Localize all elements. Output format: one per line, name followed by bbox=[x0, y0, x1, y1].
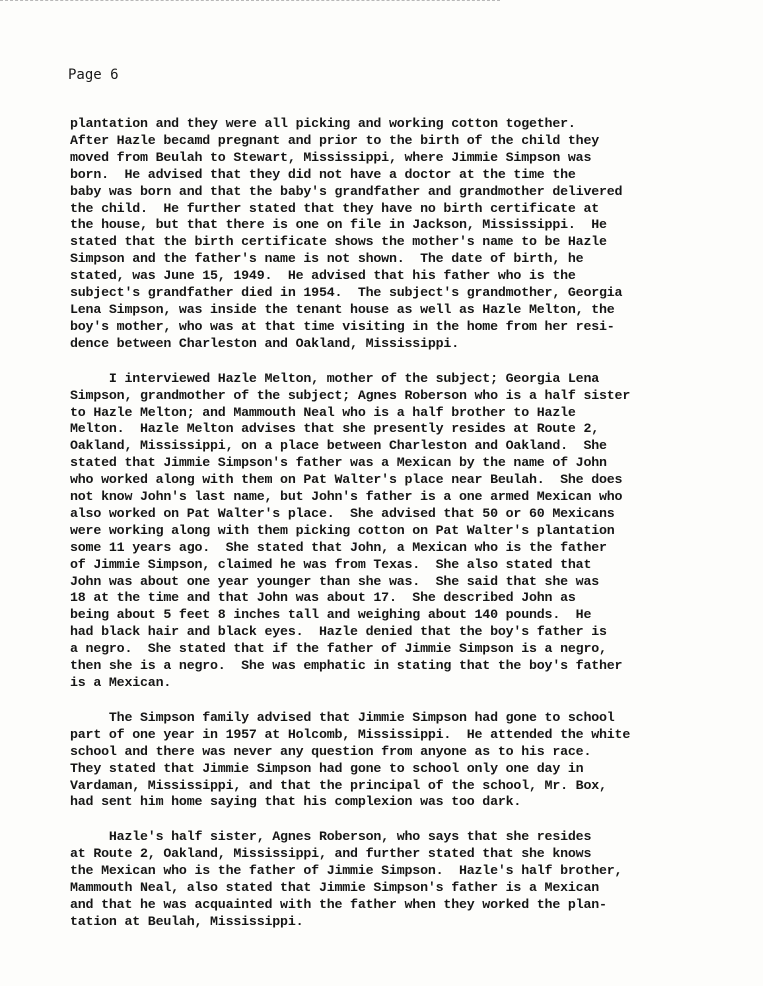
text-line: at Route 2, Oakland, Mississippi, and further stated that she knows bbox=[70, 846, 592, 862]
text-line: had black hair and black eyes. Hazle denied that the boy's father is bbox=[70, 624, 607, 640]
text-line: born. He advised that they did not have a doctor at the time the bbox=[70, 166, 576, 182]
text-line: of Jimmie Simpson, claimed he was from Texas. She also stated that bbox=[70, 556, 592, 572]
text-line: also worked on Pat Walter's place. She advised that 50 or 60 Mexicans bbox=[70, 505, 615, 521]
text-line: part of one year in 1957 at Holcomb, Mississippi. He attended the white bbox=[70, 726, 631, 742]
text-line: dence between Charleston and Oakland, Mississippi. bbox=[70, 335, 459, 351]
text-line: not know John's last name, but John's father is a one armed Mexican who bbox=[70, 489, 623, 505]
text-line: to Hazle Melton; and Mammouth Neal who is a half brother to Hazle bbox=[70, 404, 576, 420]
text-line: 18 at the time and that John was about 17. She described John as bbox=[70, 590, 576, 606]
text-line: Vardaman, Mississippi, and that the principal of the school, Mr. Box, bbox=[70, 777, 607, 793]
text-line: subject's grandfather died in 1954. The subject's grandmother, Georgia bbox=[70, 285, 623, 301]
text-line: a negro. She stated that if the father of Jimmie Simpson is a negro, bbox=[70, 641, 607, 657]
text-line: stated that Jimmie Simpson's father was a Mexican by the name of John bbox=[70, 455, 607, 471]
paragraph-1 bbox=[70, 116, 720, 353]
text-line: tation at Beulah, Mississippi. bbox=[70, 913, 304, 929]
text-line: stated, was June 15, 1949. He advised that his father who is the bbox=[70, 268, 576, 284]
text-line: Hazle's half sister, Agnes Roberson, who says that she resides bbox=[70, 829, 592, 845]
text-line: moved from Beulah to Stewart, Mississippi, where Jimmie Simpson was bbox=[70, 149, 592, 165]
text-line: who worked along with them on Pat Walter's place near Beulah. She does bbox=[70, 472, 623, 488]
text-line: then she is a negro. She was emphatic in stating that the boy's father bbox=[70, 658, 623, 674]
text-line: Simpson and the father's name is not shown. The date of birth, he bbox=[70, 251, 584, 267]
text-line: were working along with them picking cotton on Pat Walter's plantation bbox=[70, 522, 615, 538]
text-line: Mammouth Neal, also stated that Jimmie Simpson's father is a Mexican bbox=[70, 880, 600, 896]
text-line: baby was born and that the baby's grandfather and grandmother delivered bbox=[70, 183, 623, 199]
text-line: the Mexican who is the father of Jimmie Simpson. Hazle's half brother, bbox=[70, 863, 623, 879]
text-line: boy's mother, who was at that time visiting in the home from her resi- bbox=[70, 318, 615, 334]
text-line: John was about one year younger than she was. She said that she was bbox=[70, 573, 600, 589]
text-line: plantation and they were all picking and working cotton together. bbox=[70, 116, 576, 131]
text-line: is a Mexican. bbox=[70, 675, 172, 690]
text-line: Melton. Hazle Melton advises that she presently resides at Route 2, bbox=[70, 421, 600, 437]
paragraph-4 bbox=[70, 829, 720, 930]
page-top-edge bbox=[0, 0, 500, 1]
text-line: I interviewed Hazle Melton, mother of the subject; Georgia Lena bbox=[70, 370, 600, 386]
text-line: and that he was acquainted with the father when they worked the plan- bbox=[70, 896, 607, 912]
text-line: the house, but that there is one on file in Jackson, Mississippi. He bbox=[70, 217, 607, 233]
text-line: The Simpson family advised that Jimmie Simpson had gone to school bbox=[70, 709, 615, 725]
paragraph-3 bbox=[70, 710, 720, 811]
text-line: stated that the birth certificate shows the mother's name to be Hazle bbox=[70, 234, 607, 250]
text-line: Lena Simpson, was inside the tenant house as well as Hazle Melton, the bbox=[70, 301, 615, 317]
text-line: some 11 years ago. She stated that John, a Mexican who is the father bbox=[70, 539, 607, 555]
text-line: had sent him home saying that his complexion was too dark. bbox=[70, 794, 522, 810]
text-line: school and there was never any question from anyone as to his race. bbox=[70, 743, 592, 759]
text-line: After Hazle becamd pregnant and prior to the birth of the child they bbox=[70, 132, 600, 148]
page-number: Page 6 bbox=[68, 67, 119, 83]
text-line: They stated that Jimmie Simpson had gone to school only one day in bbox=[70, 760, 584, 776]
text-line: being about 5 feet 8 inches tall and weighing about 140 pounds. He bbox=[70, 607, 592, 623]
text-line: Simpson, grandmother of the subject; Agnes Roberson who is a half sister bbox=[70, 387, 631, 403]
paragraph-2 bbox=[70, 371, 720, 692]
document-body bbox=[70, 116, 720, 949]
text-line: the child. He further stated that they have no birth certificate at bbox=[70, 200, 600, 216]
text-line: Oakland, Mississippi, on a place between Charleston and Oakland. She bbox=[70, 438, 607, 454]
